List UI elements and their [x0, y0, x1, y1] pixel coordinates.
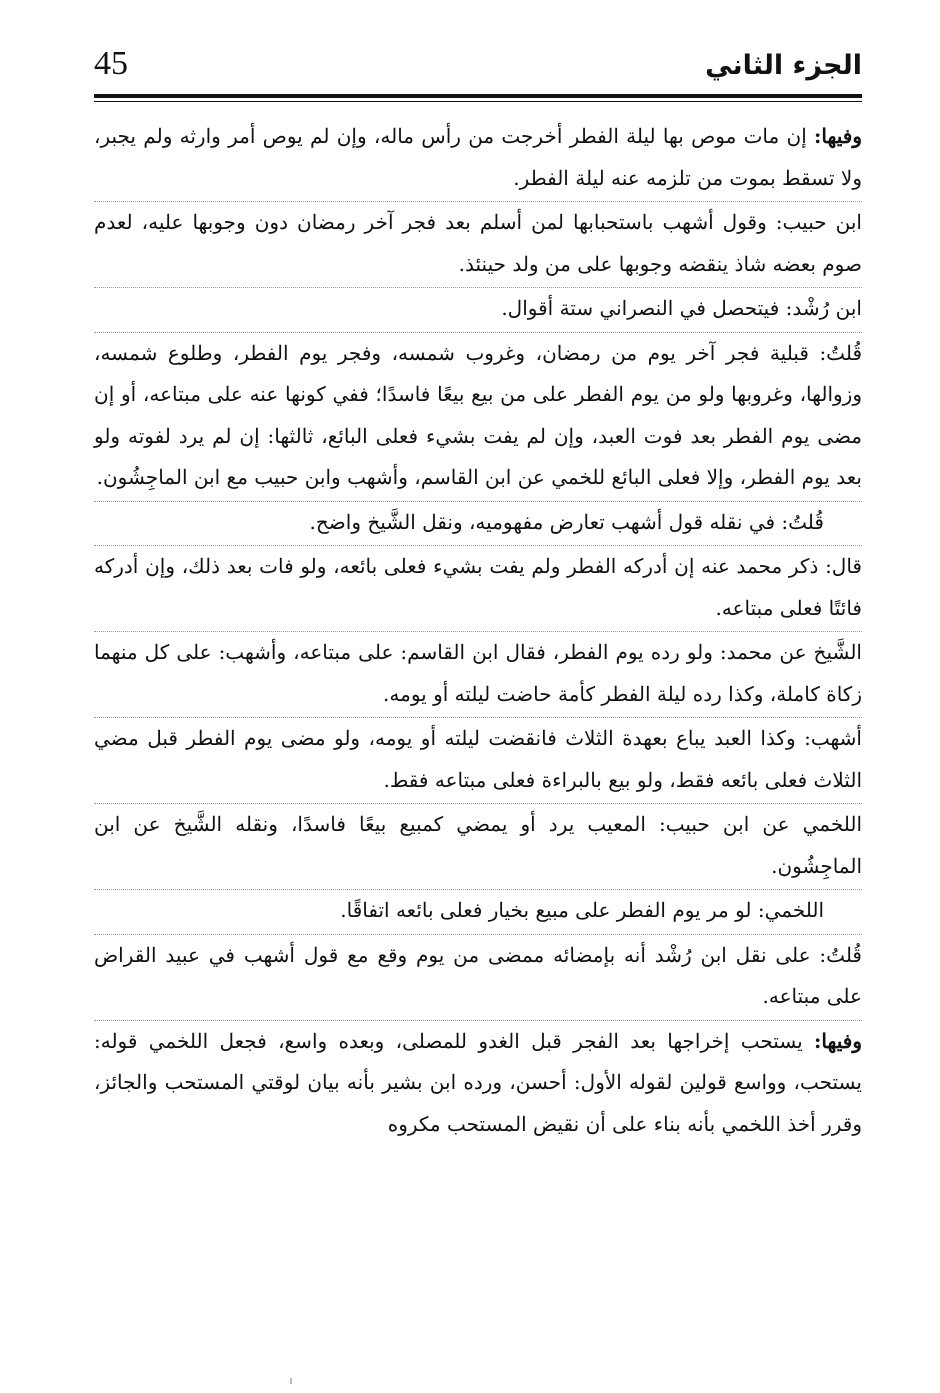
- paragraph-text: قال: ذكر محمد عنه إن أدركه الفطر ولم يفت بشيء فعلى بائعه، ولو فات بعد ذلك، وإن أدركه فائتًا فعلى مبتاعه.: [94, 554, 862, 620]
- paragraph: [94, 116, 862, 202]
- paragraph: [94, 632, 862, 718]
- paragraph-text: اللخمي عن ابن حبيب: المعيب يرد أو يمضي كمبيع بيعًا فاسدًا، ونقله الشَّيخ عن ابن الماجِشُون.: [94, 812, 862, 878]
- page-number: 45: [94, 45, 128, 82]
- header-rule-thick: [94, 94, 862, 98]
- paragraph-text: ابن حبيب: وقول أشهب باستحبابها لمن أسلم بعد فجر آخر رمضان دون وجوبها عليه، لعدم صوم بعضه شاذ ينقضه وجوبها على من ولد حينئذ.: [94, 210, 862, 276]
- paragraph-text: اللخمي: لو مر يوم الفطر على مبيع بخيار فعلى بائعه اتفاقًا.: [340, 898, 824, 922]
- paragraph: [94, 890, 862, 935]
- paragraph: [94, 333, 862, 502]
- paragraph: [94, 546, 862, 632]
- paragraph: [94, 202, 862, 288]
- paragraph-text: يستحب إخراجها بعد الفجر قبل الغدو للمصلى، وبعده واسع، فجعل اللخمي قوله: يستحب، وواسع قولين لقوله الأول: أحسن، ورده ابن بشير بأنه بيان لوقتي المستحب والجائز، وقرر أخذ اللخمي بأنه بناء على أن نقيض المستحب مكروه: [94, 1028, 862, 1136]
- scan-mark: [290, 1378, 292, 1384]
- paragraph-text: إن مات موص بها ليلة الفطر أخرجت من رأس ماله، وإن لم يوص أمر وارثه ولم يجبر، ولا تسقط بموت من تلزمه عنه ليلة الفطر.: [94, 124, 862, 190]
- paragraph: [94, 718, 862, 804]
- paragraph-text: أشهب: وكذا العبد يباع بعهدة الثلاث فانقضت ليلته أو يومه، ولو مضى يوم الفطر قبل مضي الثلاث فعلى بائعه فقط، ولو بيع بالبراءة فعلى مبتاعه فقط.: [94, 726, 862, 792]
- page-header: [94, 44, 862, 96]
- paragraph-text: الشَّيخ عن محمد: ولو رده يوم الفطر، فقال ابن القاسم: على مبتاعه، وأشهب: على كل منهما زكاة كاملة، وكذا رده ليلة الفطر كأمة حاضت ليلته أو يومه.: [94, 640, 862, 706]
- header-rule-thin: [94, 101, 862, 102]
- paragraph-text: قُلتُ: قبلية فجر آخر يوم من رمضان، وغروب شمسه، وفجر يوم الفطر، وطلوع شمسه، وزوالها، وغروبها ولو من يوم الفطر على من بيع بيعًا فاسدًا؛ ففي كونها عنه على مبتاعه، أو إن مضى يوم الفطر بعد فوت العبد، وإن لم يفت بشيء فعلى البائع، ثالثها: إن لم يرد لفوته ولو بعد يوم الفطر، وإلا فعلى البائع للخمي عن ابن القاسم، وأشهب وابن حبيب مع ابن الماجِشُون.: [94, 340, 862, 489]
- paragraph-lead: وفيها:: [814, 1028, 862, 1053]
- paragraph: [94, 288, 862, 333]
- paragraph: [94, 935, 862, 1021]
- body-text: [94, 116, 862, 1147]
- paragraph-text: قُلتُ: على نقل ابن رُشْد أنه بإمضائه ممضى من يوم وقع مع قول أشهب في عبيد القراض على مبتاعه.: [94, 942, 862, 1008]
- paragraph: [94, 804, 862, 890]
- paragraph: [94, 1021, 862, 1148]
- running-title: الجزء الثاني: [705, 50, 862, 81]
- paragraph-text: ابن رُشْد: فيتحصل في النصراني ستة أقوال.: [501, 296, 862, 320]
- paragraph-lead: وفيها:: [814, 124, 862, 148]
- paragraph: [94, 502, 862, 547]
- paragraph-text: قُلتُ: في نقله قول أشهب تعارض مفهوميه، ونقل الشَّيخ واضح.: [309, 509, 824, 534]
